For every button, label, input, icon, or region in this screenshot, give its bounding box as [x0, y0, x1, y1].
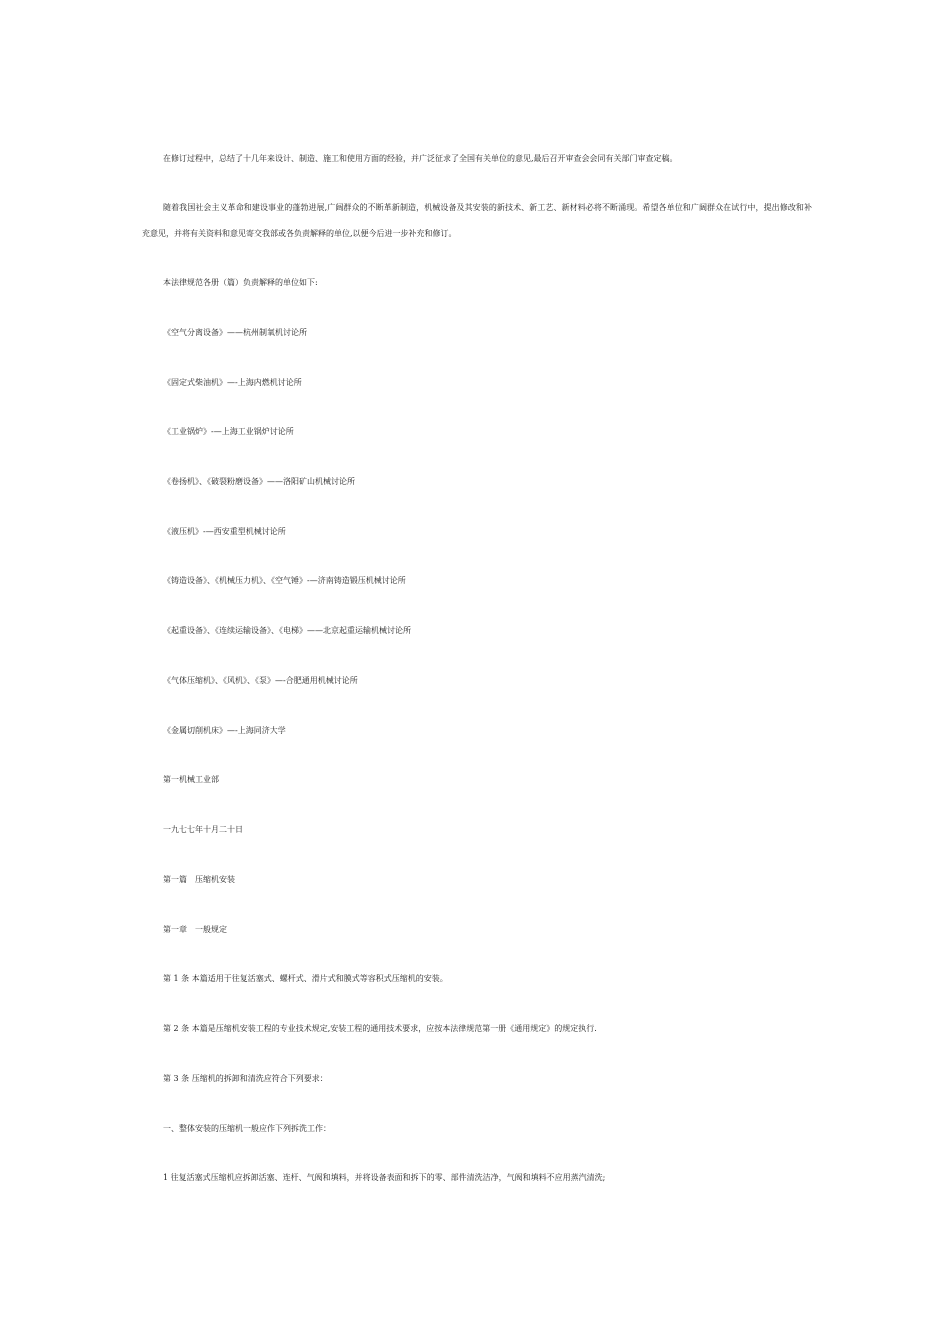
chapter-heading: 第一章 一般规定 [163, 925, 227, 934]
list-item: 《卷扬机》、《破裂粉磨设备》——洛阳矿山机械讨论所 [163, 477, 355, 486]
list-item: 《铸造设备》、《机械压力机》、《空气锤》-—济南铸造锻压机械讨论所 [163, 576, 406, 585]
article-1: 第 1 条 本篇适用于往复活塞式、螺杆式、滑片式和膜式等容积式压缩机的安装。 [163, 974, 448, 983]
list-item: 《液压机》-—西安重型机械讨论所 [163, 527, 286, 536]
issuer-name: 第一机械工业部 [163, 775, 219, 784]
list-item: 《空气分离设备》——杭州制氧机讨论所 [163, 328, 307, 337]
clause-1: 一、整体安装的压缩机一般应作下列拆洗工作： [163, 1124, 331, 1133]
article-2: 第 2 条 本篇是压缩机安装工程的专业技术规定,安装工程的通用技术要求，应按本法律规范第一册《通用规定》的规定执行. [163, 1024, 597, 1033]
paragraph-revision-process: 在修订过程中，总结了十几年来设计、制造、施工和使用方面的经验，并广泛征求了全国有关单位的意见,最后召开审查会会同有关部门审查定稿。 [163, 154, 678, 163]
paragraph-revision-request: 随着我国社会主义革命和建设事业的蓬勃进展,广阔群众的不断革新制造，机械设备及其安装的新技术、新工艺、新材料必将不断涌现。希望各单位和广阔群众在试行中，提出修改和补充意见，并将有关资料和意见寄交我部或各负责解释的单位,以便今后进一步补充和修订。 [142, 203, 812, 238]
list-item: 《金属切削机床》—-上海同济大学 [163, 726, 286, 735]
issue-date: 一九七七年十月二十日 [163, 825, 243, 834]
sub-clause-1: 1 往复活塞式压缩机应拆卸活塞、连杆、气阀和填料，并将设备表面和拆下的零、部件清洗洁净，气阀和填料不应用蒸汽清洗; [163, 1173, 606, 1182]
list-item: 《固定式柴油机》—-上海内燃机讨论所 [163, 378, 302, 387]
list-item: 《起重设备》、《连续运输设备》、《电梯》——北京起重运输机械讨论所 [163, 626, 411, 635]
paragraph-interpretation-units-intro: 本法律规范各册（篇）负责解释的单位如下: [163, 278, 318, 287]
article-3: 第 3 条 压缩机的拆卸和清洗应符合下列要求： [163, 1074, 328, 1083]
list-item: 《工业锅炉》-—上海工业锅炉讨论所 [163, 427, 294, 436]
part-heading: 第一篇 压缩机安装 [163, 875, 235, 884]
list-item: 《气体压缩机》、《风机》、《泵》—-合肥通用机械讨论所 [163, 676, 358, 685]
